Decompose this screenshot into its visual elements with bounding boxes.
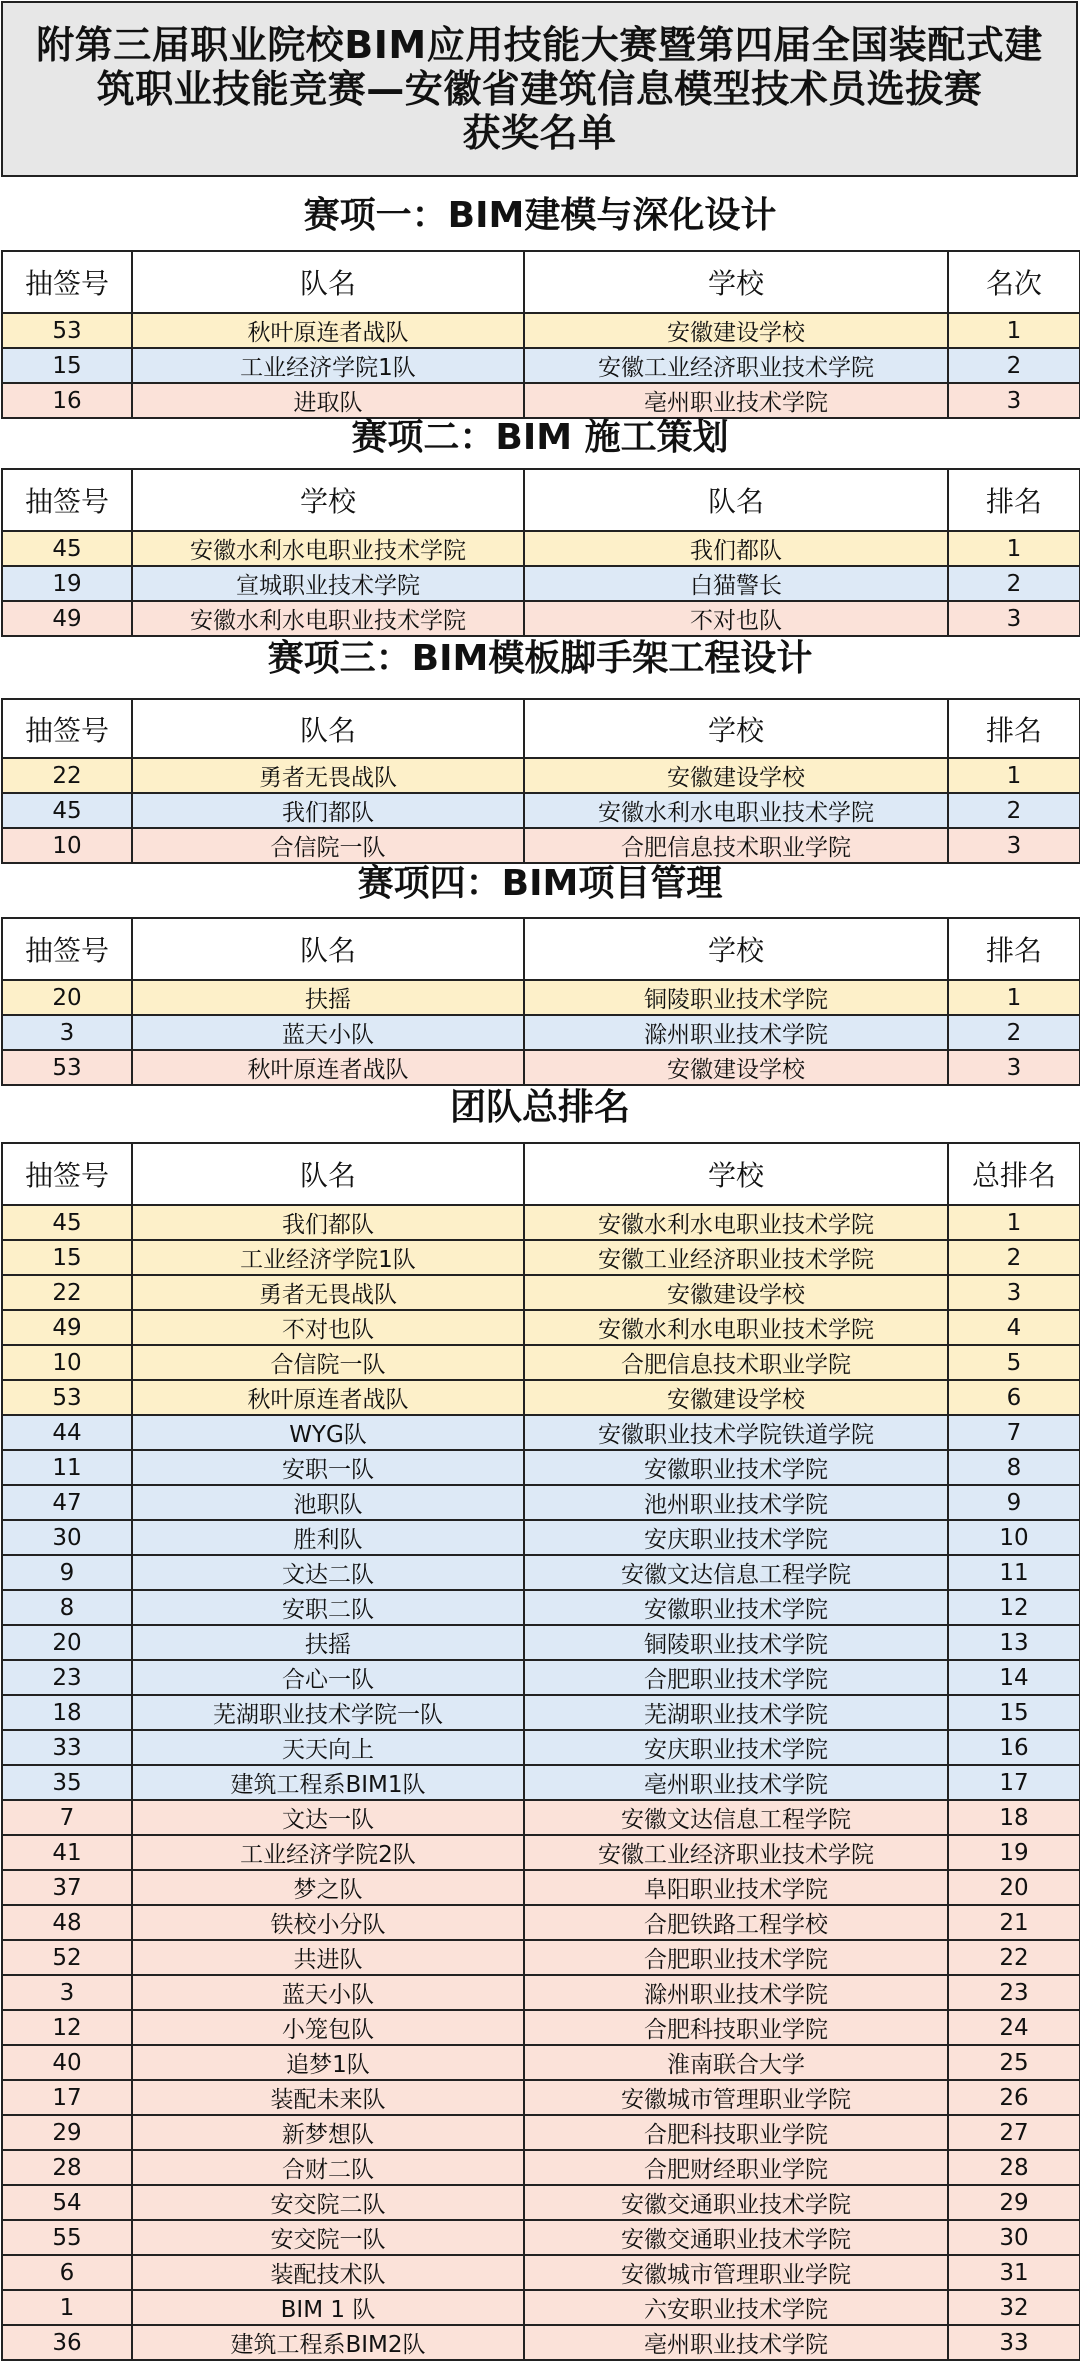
table-cell: 淮南联合大学: [524, 2045, 948, 2080]
table-header-row: [2, 1143, 1080, 1205]
table-cell: 安徽工业经济职业技术学院: [524, 348, 948, 383]
table-cell: 22: [2, 1275, 132, 1310]
table-row: [2, 2010, 1080, 2045]
results-table: [1, 468, 1080, 637]
table-cell: 13: [948, 1625, 1080, 1660]
table-cell: 3: [2, 1015, 132, 1050]
table-cell: 合心一队: [132, 1660, 524, 1695]
table-cell: 29: [2, 2115, 132, 2150]
table-cell: 29: [948, 2185, 1080, 2220]
column-header: 队名: [132, 251, 524, 313]
table-row: [2, 2045, 1080, 2080]
table-cell: 30: [948, 2220, 1080, 2255]
table-cell: 48: [2, 1905, 132, 1940]
table-cell: 41: [2, 1835, 132, 1870]
table-row: [2, 1450, 1080, 1485]
table-cell: 45: [2, 531, 132, 566]
table-cell: 安徽交通职业技术学院: [524, 2220, 948, 2255]
table-cell: 7: [2, 1800, 132, 1835]
table-cell: 20: [948, 1870, 1080, 1905]
table-cell: 16: [948, 1730, 1080, 1765]
table-row: [2, 1415, 1080, 1450]
column-header: 学校: [132, 469, 524, 531]
table-cell: 36: [2, 2325, 132, 2360]
table-cell: 安徽建设学校: [524, 1050, 948, 1085]
table-cell: 20: [2, 1625, 132, 1660]
table-cell: 芜湖职业技术学院: [524, 1695, 948, 1730]
table-cell: 19: [948, 1835, 1080, 1870]
table-cell: 安徽文达信息工程学院: [524, 1555, 948, 1590]
table-cell: 20: [2, 980, 132, 1015]
table-row: [2, 2325, 1080, 2360]
table-cell: 45: [2, 793, 132, 828]
table-cell: 秋叶原连者战队: [132, 313, 524, 348]
table-cell: 建筑工程系BIM1队: [132, 1765, 524, 1800]
table-cell: 12: [2, 2010, 132, 2045]
table-cell: 安徽建设学校: [524, 313, 948, 348]
table-cell: 15: [2, 1240, 132, 1275]
table-cell: 33: [2, 1730, 132, 1765]
table-cell: 14: [948, 1660, 1080, 1695]
table-row: [2, 2080, 1080, 2115]
table-cell: 安徽水利水电职业技术学院: [524, 1205, 948, 1240]
column-header: 队名: [132, 1143, 524, 1205]
table-cell: 铁校小分队: [132, 1905, 524, 1940]
table-row: [2, 1275, 1080, 1310]
table-cell: 阜阳职业技术学院: [524, 1870, 948, 1905]
table-cell: 安徽文达信息工程学院: [524, 1800, 948, 1835]
column-header: 队名: [132, 699, 524, 758]
table-cell: 24: [948, 2010, 1080, 2045]
table-row: [2, 1205, 1080, 1240]
table-cell: 17: [2, 2080, 132, 2115]
table-cell: 35: [2, 1765, 132, 1800]
table-cell: 追梦1队: [132, 2045, 524, 2080]
table-cell: 53: [2, 1380, 132, 1415]
table-cell: 安徽工业经济职业技术学院: [524, 1835, 948, 1870]
table-row: [2, 313, 1080, 348]
table-cell: 安职二队: [132, 1590, 524, 1625]
column-header: 队名: [524, 469, 948, 531]
table-row: [2, 2150, 1080, 2185]
table-cell: 21: [948, 1905, 1080, 1940]
table-cell: 建筑工程系BIM2队: [132, 2325, 524, 2360]
table-cell: 安徽建设学校: [524, 1380, 948, 1415]
table-cell: 扶摇: [132, 980, 524, 1015]
table-cell: 1: [948, 980, 1080, 1015]
table-row: [2, 2290, 1080, 2325]
table-cell: 滁州职业技术学院: [524, 1015, 948, 1050]
column-header: 抽签号: [2, 918, 132, 980]
column-header: 学校: [524, 699, 948, 758]
table-cell: 安徽工业经济职业技术学院: [524, 1240, 948, 1275]
table-cell: 2: [948, 566, 1080, 601]
table-row: [2, 1870, 1080, 1905]
table-cell: 1: [948, 531, 1080, 566]
table-cell: 合肥职业技术学院: [524, 1940, 948, 1975]
table-cell: 10: [2, 1345, 132, 1380]
table-cell: 白猫警长: [524, 566, 948, 601]
table-cell: 蓝天小队: [132, 1015, 524, 1050]
table-cell: 安庆职业技术学院: [524, 1520, 948, 1555]
table-cell: 19: [2, 566, 132, 601]
table-cell: WYG队: [132, 1415, 524, 1450]
column-header: 名次: [948, 251, 1080, 313]
table-cell: 合肥信息技术职业学院: [524, 1345, 948, 1380]
table-row: [2, 1765, 1080, 1800]
table-cell: 11: [2, 1450, 132, 1485]
table-cell: 合信院一队: [132, 828, 524, 863]
table-row: [2, 758, 1080, 793]
table-cell: 安徽水利水电职业技术学院: [524, 1310, 948, 1345]
table-cell: 54: [2, 2185, 132, 2220]
table-cell: 28: [948, 2150, 1080, 2185]
column-header: 抽签号: [2, 469, 132, 531]
table-row: [2, 566, 1080, 601]
results-table: [1, 917, 1080, 1086]
column-header: 学校: [524, 1143, 948, 1205]
table-cell: 3: [948, 1275, 1080, 1310]
table-cell: 合财二队: [132, 2150, 524, 2185]
table-cell: 25: [948, 2045, 1080, 2080]
table-row: [2, 1905, 1080, 1940]
table-cell: 12: [948, 1590, 1080, 1625]
table-cell: 53: [2, 1050, 132, 1085]
table-cell: 工业经济学院1队: [132, 1240, 524, 1275]
table-cell: 不对也队: [132, 1310, 524, 1345]
table-cell: 工业经济学院1队: [132, 348, 524, 383]
table-cell: 安庆职业技术学院: [524, 1730, 948, 1765]
table-cell: 胜利队: [132, 1520, 524, 1555]
table-cell: 3: [948, 1050, 1080, 1085]
table-cell: 安徽城市管理职业学院: [524, 2080, 948, 2115]
table-cell: 扶摇: [132, 1625, 524, 1660]
table-cell: 滁州职业技术学院: [524, 1975, 948, 2010]
table-row: [2, 531, 1080, 566]
table-cell: 合肥科技职业学院: [524, 2115, 948, 2150]
table-cell: 共进队: [132, 1940, 524, 1975]
table-row: [2, 2115, 1080, 2150]
table-cell: 11: [948, 1555, 1080, 1590]
table-cell: 44: [2, 1415, 132, 1450]
table-cell: 秋叶原连者战队: [132, 1050, 524, 1085]
table-cell: 22: [2, 758, 132, 793]
table-header-row: [2, 251, 1080, 313]
column-header: 抽签号: [2, 1143, 132, 1205]
column-header: 队名: [132, 918, 524, 980]
table-row: [2, 1835, 1080, 1870]
table-row: [2, 2220, 1080, 2255]
table-cell: 15: [948, 1695, 1080, 1730]
results-table: [1, 250, 1080, 419]
title-line-3: 获奖名单: [462, 111, 617, 155]
table-cell: 装配技术队: [132, 2255, 524, 2290]
table-cell: 3: [948, 383, 1080, 418]
table-cell: 3: [948, 601, 1080, 636]
table-cell: 安徽建设学校: [524, 1275, 948, 1310]
table-cell: 安徽职业技术学院: [524, 1450, 948, 1485]
table-cell: 芜湖职业技术学院一队: [132, 1695, 524, 1730]
table-cell: 23: [2, 1660, 132, 1695]
table-cell: 10: [948, 1520, 1080, 1555]
table-cell: 1: [948, 1205, 1080, 1240]
table-cell: 6: [2, 2255, 132, 2290]
table-cell: 18: [948, 1800, 1080, 1835]
table-cell: 合肥铁路工程学校: [524, 1905, 948, 1940]
section-title: 团队总排名: [449, 1087, 630, 1128]
table-row: [2, 1240, 1080, 1275]
table-cell: 文达一队: [132, 1800, 524, 1835]
table-header-row: [2, 699, 1080, 758]
table-cell: 铜陵职业技术学院: [524, 980, 948, 1015]
table-row: [2, 1800, 1080, 1835]
table-cell: 合肥财经职业学院: [524, 2150, 948, 2185]
table-cell: 勇者无畏战队: [132, 758, 524, 793]
results-table: [1, 698, 1080, 864]
table-row: [2, 1940, 1080, 1975]
table-cell: 不对也队: [524, 601, 948, 636]
table-cell: 31: [948, 2255, 1080, 2290]
section-title: 赛项四：BIM项目管理: [357, 863, 723, 904]
table-cell: 49: [2, 601, 132, 636]
table-cell: 8: [948, 1450, 1080, 1485]
table-cell: 小笼包队: [132, 2010, 524, 2045]
column-header: 抽签号: [2, 699, 132, 758]
table-cell: 45: [2, 1205, 132, 1240]
results-table: [1, 1142, 1080, 2361]
table-row: [2, 1520, 1080, 1555]
table-row: [2, 2255, 1080, 2290]
table-cell: 安职一队: [132, 1450, 524, 1485]
table-row: [2, 1975, 1080, 2010]
table-cell: 27: [948, 2115, 1080, 2150]
table-cell: 蓝天小队: [132, 1975, 524, 2010]
table-cell: 3: [948, 828, 1080, 863]
table-cell: 49: [2, 1310, 132, 1345]
table-header-row: [2, 469, 1080, 531]
table-cell: 2: [948, 348, 1080, 383]
table-row: [2, 1380, 1080, 1415]
table-cell: 池职队: [132, 1485, 524, 1520]
table-cell: 1: [948, 313, 1080, 348]
table-cell: 6: [948, 1380, 1080, 1415]
table-cell: 52: [2, 1940, 132, 1975]
table-row: [2, 1015, 1080, 1050]
table-cell: 安徽建设学校: [524, 758, 948, 793]
table-cell: 宣城职业技术学院: [132, 566, 524, 601]
table-cell: 1: [2, 2290, 132, 2325]
table-cell: 1: [948, 758, 1080, 793]
table-cell: 我们都队: [524, 531, 948, 566]
column-header: 学校: [524, 918, 948, 980]
table-row: [2, 2185, 1080, 2220]
table-cell: 我们都队: [132, 1205, 524, 1240]
title-line-1: 附第三届职业院校BIM应用技能大赛暨第四届全国装配式建: [36, 23, 1043, 67]
table-cell: 9: [2, 1555, 132, 1590]
table-cell: 22: [948, 1940, 1080, 1975]
table-cell: 18: [2, 1695, 132, 1730]
table-cell: 进取队: [132, 383, 524, 418]
table-cell: 17: [948, 1765, 1080, 1800]
table-cell: 铜陵职业技术学院: [524, 1625, 948, 1660]
table-cell: 4: [948, 1310, 1080, 1345]
table-cell: 天天向上: [132, 1730, 524, 1765]
table-cell: 安交院二队: [132, 2185, 524, 2220]
column-header: 总排名: [948, 1143, 1080, 1205]
table-cell: 池州职业技术学院: [524, 1485, 948, 1520]
table-row: [2, 348, 1080, 383]
table-row: [2, 1485, 1080, 1520]
table-cell: 10: [2, 828, 132, 863]
table-cell: 30: [2, 1520, 132, 1555]
table-cell: 亳州职业技术学院: [524, 2325, 948, 2360]
table-row: [2, 793, 1080, 828]
table-cell: 装配未来队: [132, 2080, 524, 2115]
table-cell: 33: [948, 2325, 1080, 2360]
table-cell: 9: [948, 1485, 1080, 1520]
table-cell: 16: [2, 383, 132, 418]
table-cell: 安徽水利水电职业技术学院: [132, 601, 524, 636]
table-cell: BIM 1 队: [132, 2290, 524, 2325]
table-cell: 合信院一队: [132, 1345, 524, 1380]
table-cell: 2: [948, 1015, 1080, 1050]
table-cell: 文达二队: [132, 1555, 524, 1590]
table-cell: 安徽城市管理职业学院: [524, 2255, 948, 2290]
table-row: [2, 980, 1080, 1015]
table-cell: 新梦想队: [132, 2115, 524, 2150]
column-header: 排名: [948, 918, 1080, 980]
table-row: [2, 1730, 1080, 1765]
table-cell: 六安职业技术学院: [524, 2290, 948, 2325]
section-title: 赛项二：BIM 施工策划: [351, 417, 729, 458]
table-row: [2, 1695, 1080, 1730]
title-line-2: 筑职业技能竞赛—安徽省建筑信息模型技术员选拔赛: [96, 67, 983, 111]
document-title: [1, 1, 1078, 177]
column-header: 排名: [948, 699, 1080, 758]
column-header: 学校: [524, 251, 948, 313]
table-cell: 47: [2, 1485, 132, 1520]
table-cell: 合肥信息技术职业学院: [524, 828, 948, 863]
table-header-row: [2, 918, 1080, 980]
table-cell: 15: [2, 348, 132, 383]
table-row: [2, 1555, 1080, 1590]
table-cell: 2: [948, 1240, 1080, 1275]
table-cell: 32: [948, 2290, 1080, 2325]
table-cell: 合肥科技职业学院: [524, 2010, 948, 2045]
table-cell: 安徽水利水电职业技术学院: [524, 793, 948, 828]
table-row: [2, 1345, 1080, 1380]
table-row: [2, 1310, 1080, 1345]
table-row: [2, 1625, 1080, 1660]
table-cell: 40: [2, 2045, 132, 2080]
table-cell: 37: [2, 1870, 132, 1905]
table-cell: 安徽水利水电职业技术学院: [132, 531, 524, 566]
table-cell: 勇者无畏战队: [132, 1275, 524, 1310]
column-header: 抽签号: [2, 251, 132, 313]
section-title: 赛项一：BIM建模与深化设计: [303, 195, 777, 236]
table-cell: 秋叶原连者战队: [132, 1380, 524, 1415]
table-cell: 梦之队: [132, 1870, 524, 1905]
table-cell: 23: [948, 1975, 1080, 2010]
table-row: [2, 1590, 1080, 1625]
table-cell: 8: [2, 1590, 132, 1625]
column-header: 排名: [948, 469, 1080, 531]
table-cell: 26: [948, 2080, 1080, 2115]
table-cell: 亳州职业技术学院: [524, 383, 948, 418]
table-cell: 53: [2, 313, 132, 348]
table-cell: 3: [2, 1975, 132, 2010]
table-cell: 安交院一队: [132, 2220, 524, 2255]
table-cell: 7: [948, 1415, 1080, 1450]
table-cell: 55: [2, 2220, 132, 2255]
section-title: 赛项三：BIM模板脚手架工程设计: [267, 638, 813, 679]
table-cell: 亳州职业技术学院: [524, 1765, 948, 1800]
table-row: [2, 1660, 1080, 1695]
table-cell: 工业经济学院2队: [132, 1835, 524, 1870]
table-cell: 2: [948, 793, 1080, 828]
table-cell: 5: [948, 1345, 1080, 1380]
table-cell: 28: [2, 2150, 132, 2185]
table-cell: 我们都队: [132, 793, 524, 828]
table-cell: 安徽职业技术学院铁道学院: [524, 1415, 948, 1450]
table-cell: 安徽职业技术学院: [524, 1590, 948, 1625]
table-cell: 安徽交通职业技术学院: [524, 2185, 948, 2220]
table-cell: 合肥职业技术学院: [524, 1660, 948, 1695]
